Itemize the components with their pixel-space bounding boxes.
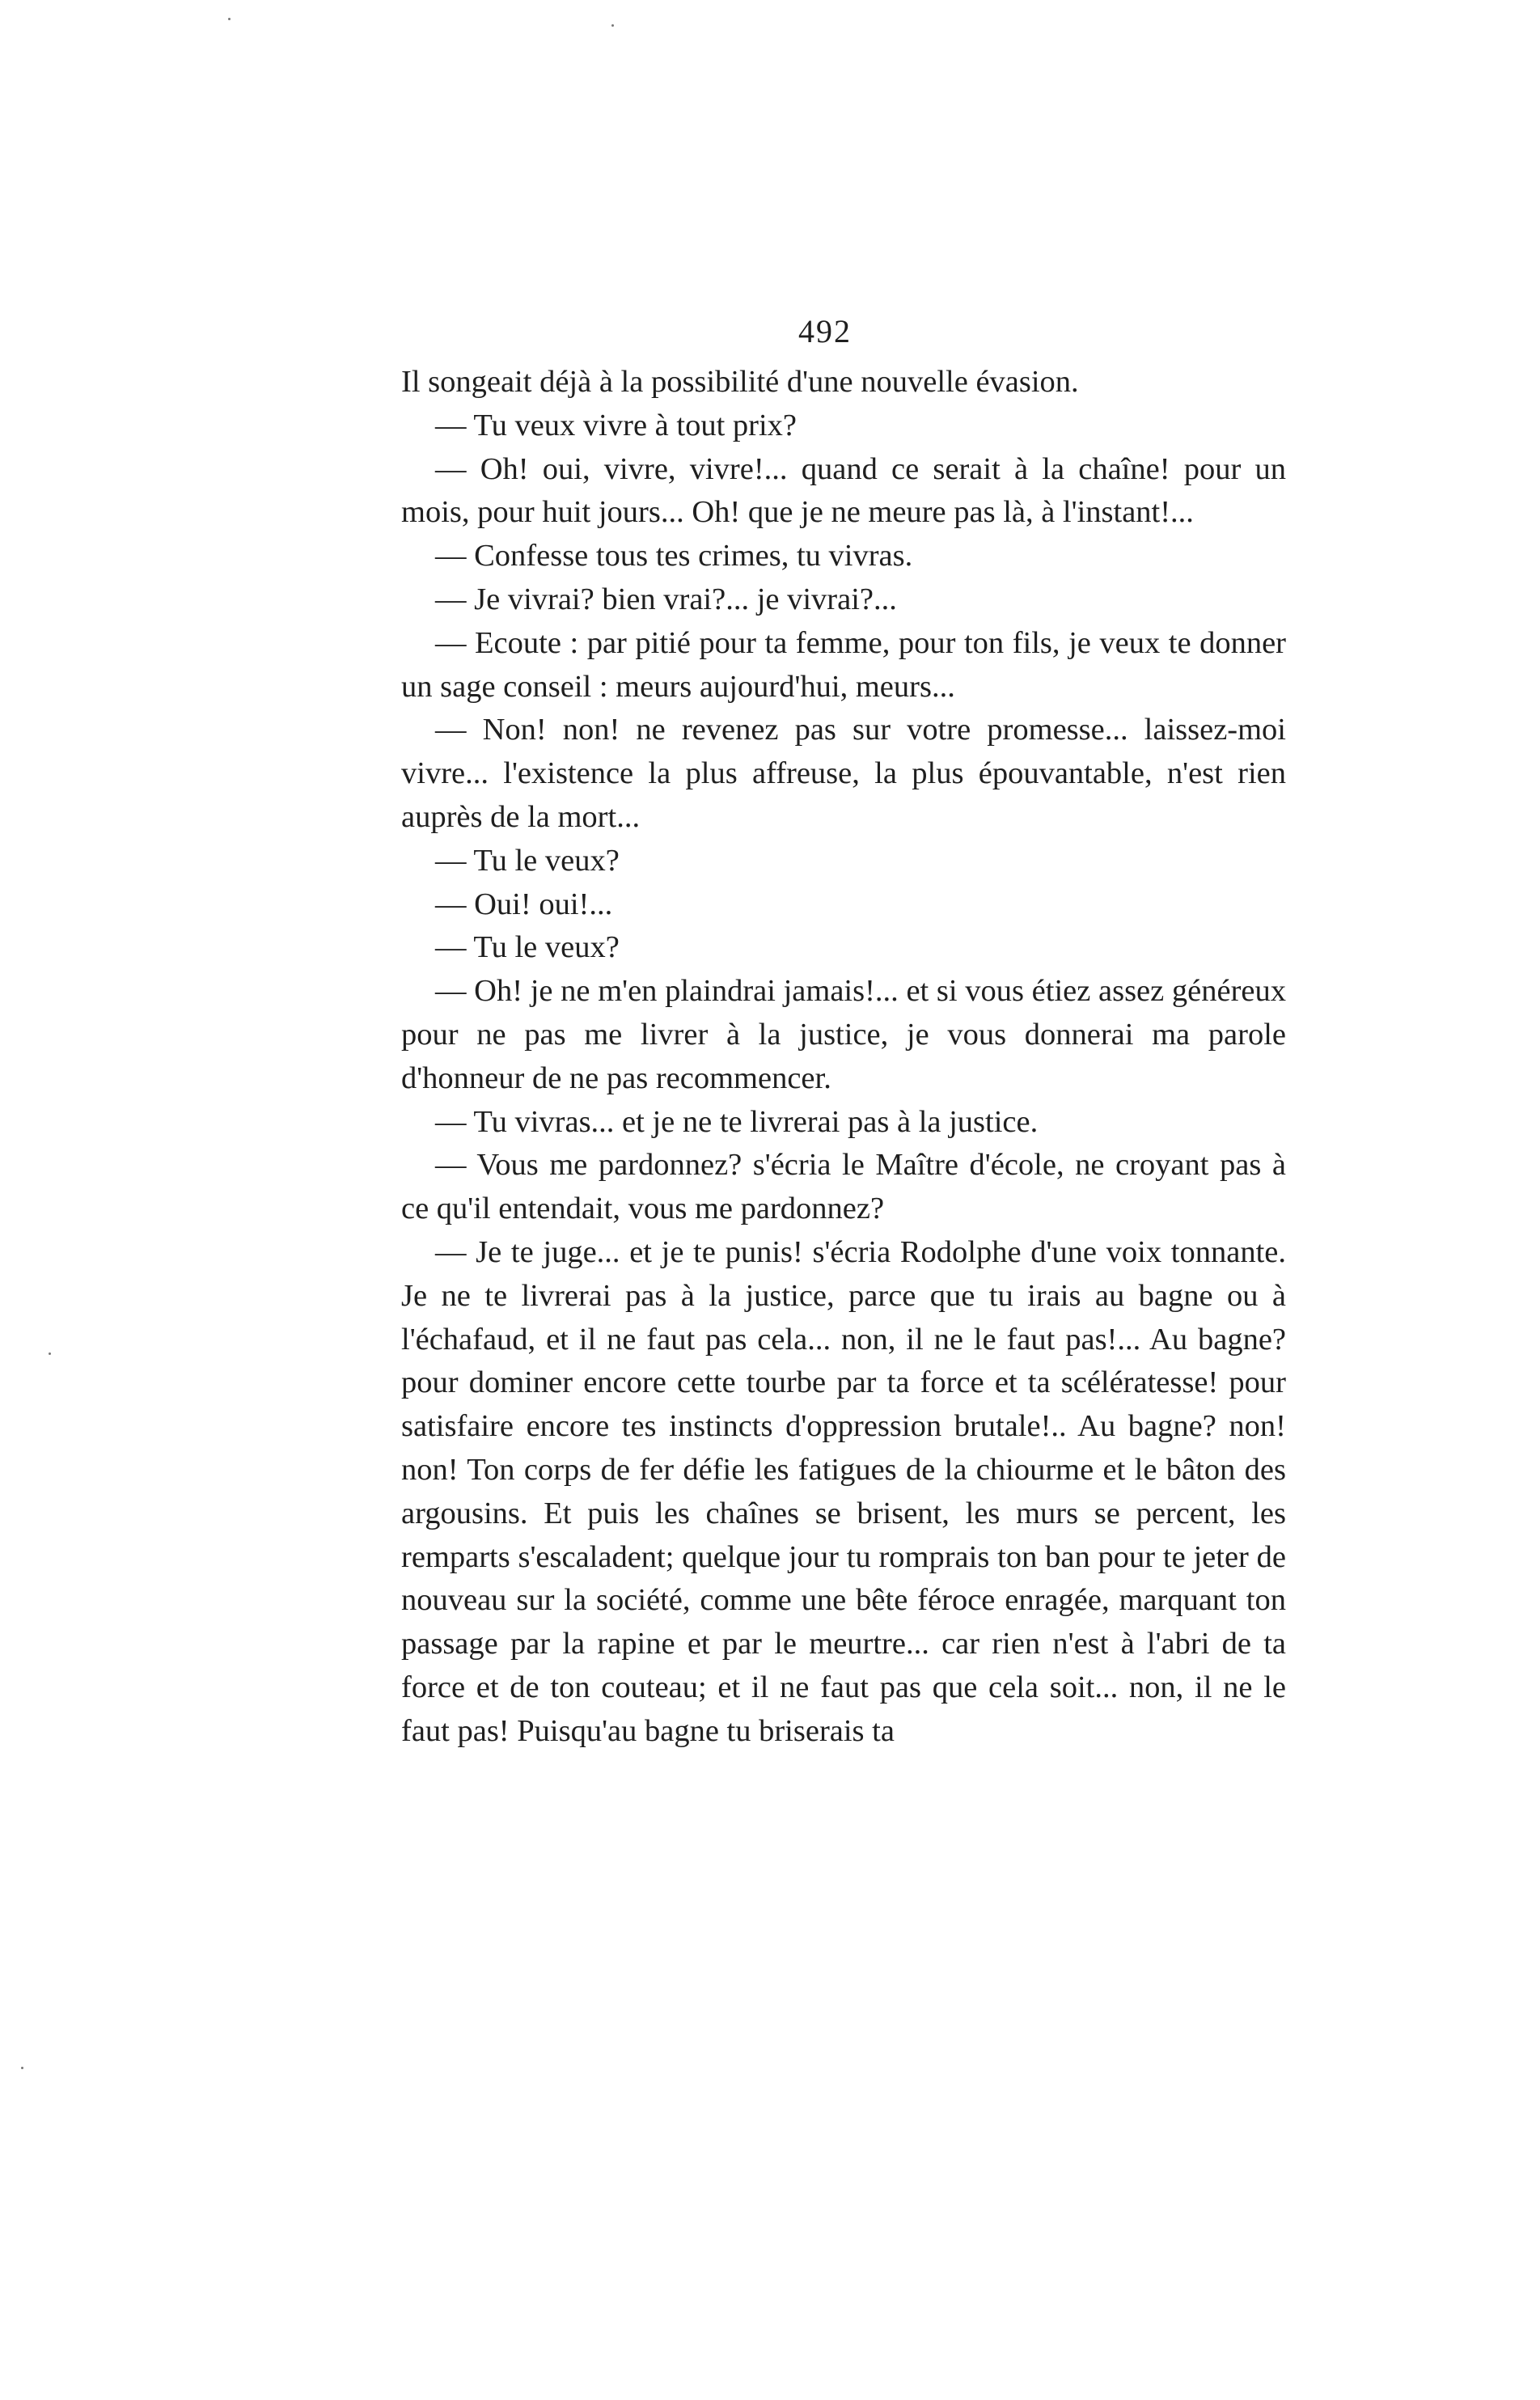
paragraph: — Je te juge... et je te punis! s'écria Rodolphe d'une voix tonnante. Je ne te livrerai pas à la justice, parce que tu irais au bagne ou à l'échafaud, et il ne faut pas cela... non, il ne le faut pas!... Au bagne? pour dominer encore cette tourbe par ta force et ta scélératesse! pour satisfaire encore tes instincts d'oppression brutale!.. Au bagne? non! non! Ton corps de fer défie les fatigues de la chiourme et le bâton des argousins. Et puis les chaînes se brisent, les murs se percent, les remparts s'escaladent; quelque jour tu romprais ton ban pour te jeter de nouveau sur la société, comme une bête féroce enragée, marquant ton passage par la rapine et par le meurtre... car rien n'est à l'abri de ta force et de ton couteau; et il ne faut pas que cela soit... non, il ne le faut pas! Puisqu'au bagne tu briserais ta (401, 1234, 1286, 1748)
paragraph: Il songeait déjà à la possibilité d'une nouvelle évasion. (401, 365, 1079, 399)
paragraph: — Oui! oui!... (435, 887, 613, 921)
paragraph: — Tu le veux? (435, 843, 620, 878)
paragraph: — Non! non! ne revenez pas sur votre promesse... laissez-moi vivre... l'existence la plus affreuse, la plus épouvantable, n'est rien auprès de la mort... (401, 713, 1286, 834)
paragraph: — Tu vivras... et je ne te livrerai pas à la justice. (435, 1104, 1039, 1139)
paragraph: — Tu veux vivre à tout prix? (435, 408, 797, 442)
paragraph: — Oh! je ne m'en plaindrai jamais!... et si vous étiez assez généreux pour ne pas me livrer à la justice, je vous donnerai ma parole d'honneur de ne pas recommencer. (401, 974, 1286, 1095)
paragraph: — Oh! oui, vivre, vivre!... quand ce serait à la chaîne! pour un mois, pour huit jours... Oh! que je ne meure pas là, à l'instant!... (401, 451, 1286, 530)
paragraph: — Je vivrai? bien vrai?... je vivrai?... (435, 582, 897, 616)
scan-speck (228, 18, 231, 20)
scan-speck (611, 24, 614, 27)
paragraph: — Tu le veux? (435, 930, 620, 965)
paragraph: — Confesse tous tes crimes, tu vivras. (435, 539, 913, 574)
scan-speck (49, 1352, 51, 1355)
body-text (401, 361, 1286, 1754)
paragraph: — Vous me pardonnez? s'écria le Maître d'école, ne croyant pas à ce qu'il entendait, vous me pardonnez? (401, 1148, 1286, 1226)
scan-speck (21, 2067, 23, 2069)
page-number: 492 (798, 313, 852, 349)
paragraph: — Ecoute : par pitié pour ta femme, pour ton fils, je veux te donner un sage conseil : meurs aujourd'hui, meurs... (401, 625, 1286, 704)
